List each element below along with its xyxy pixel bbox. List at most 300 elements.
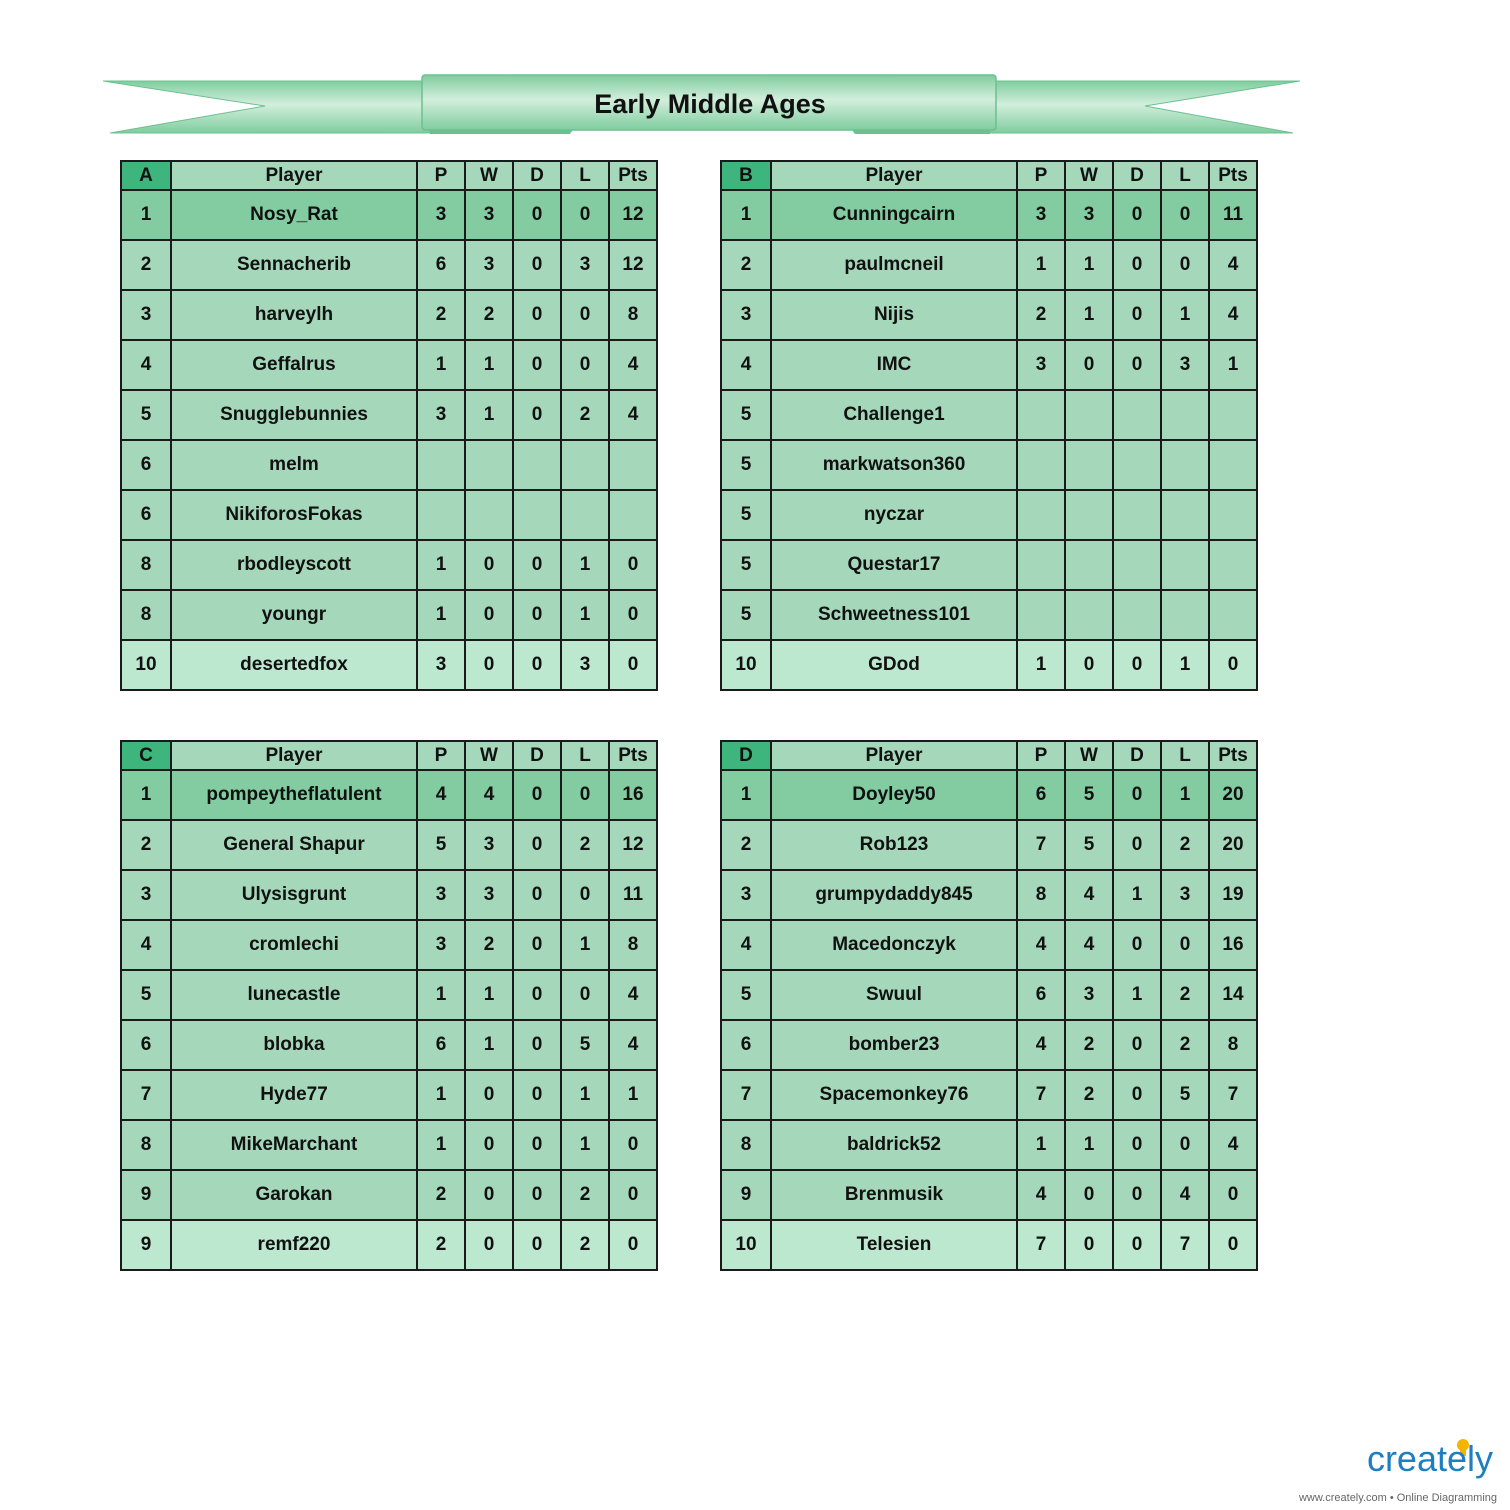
rank-cell: 5 bbox=[121, 390, 171, 440]
column-header-p: P bbox=[417, 161, 465, 190]
stat-cell-d bbox=[1113, 440, 1161, 490]
column-header-d: D bbox=[513, 741, 561, 770]
stat-cell-l bbox=[561, 490, 609, 540]
group-c-table bbox=[120, 740, 658, 1271]
stat-cell-l: 1 bbox=[1161, 770, 1209, 820]
stat-cell-pts: 4 bbox=[609, 390, 657, 440]
stat-cell-pts bbox=[1209, 490, 1257, 540]
table-row bbox=[721, 390, 1257, 440]
stat-cell-l: 0 bbox=[1161, 240, 1209, 290]
group-label: B bbox=[721, 161, 771, 190]
rank-cell: 9 bbox=[721, 1170, 771, 1220]
stat-cell-pts: 0 bbox=[1209, 1220, 1257, 1270]
stat-cell-pts: 12 bbox=[609, 240, 657, 290]
stat-cell-d: 0 bbox=[1113, 190, 1161, 240]
group-d-table bbox=[720, 740, 1258, 1271]
stat-cell-w bbox=[1065, 590, 1113, 640]
player-cell: remf220 bbox=[171, 1220, 417, 1270]
player-cell: Geffalrus bbox=[171, 340, 417, 390]
column-header-player: Player bbox=[171, 741, 417, 770]
stat-cell-d: 0 bbox=[1113, 290, 1161, 340]
stat-cell-w: 3 bbox=[465, 870, 513, 920]
stat-cell-d: 0 bbox=[1113, 1020, 1161, 1070]
player-cell: Macedonczyk bbox=[771, 920, 1017, 970]
player-cell: Challenge1 bbox=[771, 390, 1017, 440]
rank-cell: 6 bbox=[121, 1020, 171, 1070]
stat-cell-p: 2 bbox=[1017, 290, 1065, 340]
stat-cell-l: 2 bbox=[561, 390, 609, 440]
table-row bbox=[721, 820, 1257, 870]
stat-cell-pts: 8 bbox=[609, 290, 657, 340]
stat-cell-p: 1 bbox=[1017, 1120, 1065, 1170]
stat-cell-d: 0 bbox=[513, 290, 561, 340]
stat-cell-l: 1 bbox=[561, 590, 609, 640]
player-cell: Hyde77 bbox=[171, 1070, 417, 1120]
rank-cell: 1 bbox=[721, 190, 771, 240]
stat-cell-pts bbox=[1209, 390, 1257, 440]
player-cell: Sennacherib bbox=[171, 240, 417, 290]
stat-cell-l: 1 bbox=[1161, 640, 1209, 690]
header-row bbox=[121, 161, 657, 190]
stat-cell-p: 2 bbox=[417, 1170, 465, 1220]
column-header-w: W bbox=[1065, 741, 1113, 770]
stat-cell-d: 0 bbox=[513, 1020, 561, 1070]
stat-cell-d: 0 bbox=[1113, 640, 1161, 690]
table-row bbox=[721, 590, 1257, 640]
stat-cell-d: 0 bbox=[1113, 1220, 1161, 1270]
stat-cell-w: 3 bbox=[1065, 970, 1113, 1020]
header-row bbox=[721, 161, 1257, 190]
title-banner bbox=[0, 0, 1510, 160]
player-cell: Snugglebunnies bbox=[171, 390, 417, 440]
stat-cell-l: 2 bbox=[561, 820, 609, 870]
stat-cell-pts: 0 bbox=[1209, 640, 1257, 690]
table-row bbox=[121, 1220, 657, 1270]
stat-cell-d: 0 bbox=[513, 340, 561, 390]
column-header-p: P bbox=[1017, 161, 1065, 190]
stat-cell-p bbox=[1017, 440, 1065, 490]
stat-cell-d: 0 bbox=[1113, 770, 1161, 820]
stat-cell-p bbox=[417, 490, 465, 540]
column-header-l: L bbox=[561, 161, 609, 190]
rank-cell: 10 bbox=[721, 640, 771, 690]
stat-cell-p: 6 bbox=[417, 1020, 465, 1070]
group-label: D bbox=[721, 741, 771, 770]
player-cell: melm bbox=[171, 440, 417, 490]
table-row bbox=[721, 1220, 1257, 1270]
stat-cell-d: 0 bbox=[1113, 820, 1161, 870]
stat-cell-l bbox=[1161, 440, 1209, 490]
stat-cell-w: 0 bbox=[465, 590, 513, 640]
player-cell: Schweetness101 bbox=[771, 590, 1017, 640]
stat-cell-p: 3 bbox=[417, 870, 465, 920]
stat-cell-l: 0 bbox=[1161, 190, 1209, 240]
stat-cell-d bbox=[1113, 490, 1161, 540]
player-cell: bomber23 bbox=[771, 1020, 1017, 1070]
stat-cell-p bbox=[417, 440, 465, 490]
player-cell: MikeMarchant bbox=[171, 1120, 417, 1170]
stat-cell-pts: 16 bbox=[1209, 920, 1257, 970]
stat-cell-w: 2 bbox=[465, 290, 513, 340]
table-row bbox=[121, 390, 657, 440]
table-row bbox=[721, 970, 1257, 1020]
stat-cell-p: 1 bbox=[1017, 240, 1065, 290]
column-header-pts: Pts bbox=[609, 161, 657, 190]
player-cell: grumpydaddy845 bbox=[771, 870, 1017, 920]
stat-cell-p: 1 bbox=[417, 970, 465, 1020]
stat-cell-p: 7 bbox=[1017, 1070, 1065, 1120]
stat-cell-d: 0 bbox=[513, 540, 561, 590]
column-header-l: L bbox=[1161, 161, 1209, 190]
stat-cell-p: 3 bbox=[417, 390, 465, 440]
player-cell: Doyley50 bbox=[771, 770, 1017, 820]
rank-cell: 8 bbox=[121, 590, 171, 640]
stat-cell-p bbox=[1017, 590, 1065, 640]
player-cell: Telesien bbox=[771, 1220, 1017, 1270]
rank-cell: 2 bbox=[121, 820, 171, 870]
stat-cell-pts: 1 bbox=[609, 1070, 657, 1120]
player-cell: Garokan bbox=[171, 1170, 417, 1220]
stat-cell-w: 3 bbox=[465, 240, 513, 290]
stat-cell-w: 0 bbox=[465, 1070, 513, 1120]
player-cell: Nijis bbox=[771, 290, 1017, 340]
stat-cell-d: 0 bbox=[513, 1120, 561, 1170]
player-cell: rbodleyscott bbox=[171, 540, 417, 590]
table-row bbox=[121, 770, 657, 820]
logo-tagline: www.creately.com • Online Diagramming bbox=[1298, 1492, 1497, 1504]
rank-cell: 8 bbox=[721, 1120, 771, 1170]
stat-cell-l: 7 bbox=[1161, 1220, 1209, 1270]
table-row bbox=[721, 1120, 1257, 1170]
player-cell: lunecastle bbox=[171, 970, 417, 1020]
rank-cell: 7 bbox=[121, 1070, 171, 1120]
rank-cell: 2 bbox=[721, 820, 771, 870]
stat-cell-w: 0 bbox=[1065, 1170, 1113, 1220]
stat-cell-l: 2 bbox=[1161, 970, 1209, 1020]
stat-cell-d: 0 bbox=[513, 920, 561, 970]
group-label: C bbox=[121, 741, 171, 770]
stat-cell-d: 0 bbox=[513, 1220, 561, 1270]
column-header-w: W bbox=[465, 741, 513, 770]
stat-cell-w: 4 bbox=[465, 770, 513, 820]
stat-cell-l: 0 bbox=[561, 190, 609, 240]
player-cell: Questar17 bbox=[771, 540, 1017, 590]
stat-cell-l: 3 bbox=[1161, 340, 1209, 390]
stat-cell-p: 3 bbox=[1017, 190, 1065, 240]
stat-cell-l: 2 bbox=[1161, 820, 1209, 870]
rank-cell: 9 bbox=[121, 1220, 171, 1270]
rank-cell: 5 bbox=[721, 390, 771, 440]
stat-cell-pts: 0 bbox=[1209, 1170, 1257, 1220]
rank-cell: 5 bbox=[721, 590, 771, 640]
column-header-p: P bbox=[417, 741, 465, 770]
stat-cell-l: 5 bbox=[561, 1020, 609, 1070]
rank-cell: 3 bbox=[721, 870, 771, 920]
stat-cell-pts: 0 bbox=[609, 1220, 657, 1270]
stat-cell-w: 0 bbox=[465, 1220, 513, 1270]
stat-cell-pts: 8 bbox=[609, 920, 657, 970]
player-cell: NikiforosFokas bbox=[171, 490, 417, 540]
player-cell: youngr bbox=[171, 590, 417, 640]
stat-cell-d: 0 bbox=[1113, 1120, 1161, 1170]
header-row bbox=[121, 741, 657, 770]
table-row bbox=[721, 1070, 1257, 1120]
stat-cell-p: 7 bbox=[1017, 820, 1065, 870]
column-header-l: L bbox=[1161, 741, 1209, 770]
stat-cell-w: 0 bbox=[465, 1170, 513, 1220]
stat-cell-p: 6 bbox=[1017, 970, 1065, 1020]
player-cell: Spacemonkey76 bbox=[771, 1070, 1017, 1120]
stat-cell-pts bbox=[1209, 540, 1257, 590]
table-row bbox=[121, 820, 657, 870]
table-row bbox=[121, 1070, 657, 1120]
stat-cell-l: 0 bbox=[561, 340, 609, 390]
table-row bbox=[721, 870, 1257, 920]
stat-cell-pts: 4 bbox=[609, 1020, 657, 1070]
stat-cell-p: 8 bbox=[1017, 870, 1065, 920]
stat-cell-pts: 1 bbox=[1209, 340, 1257, 390]
player-cell: General Shapur bbox=[171, 820, 417, 870]
rank-cell: 6 bbox=[721, 1020, 771, 1070]
stat-cell-d: 1 bbox=[1113, 970, 1161, 1020]
rank-cell: 5 bbox=[721, 540, 771, 590]
page-title: Early Middle Ages bbox=[594, 88, 826, 119]
player-cell: Brenmusik bbox=[771, 1170, 1017, 1220]
stat-cell-d: 0 bbox=[513, 190, 561, 240]
stat-cell-p: 6 bbox=[417, 240, 465, 290]
rank-cell: 1 bbox=[121, 770, 171, 820]
group-label: A bbox=[121, 161, 171, 190]
stat-cell-l bbox=[561, 440, 609, 490]
stat-cell-p: 1 bbox=[417, 1070, 465, 1120]
stat-cell-pts: 20 bbox=[1209, 820, 1257, 870]
stat-cell-w: 3 bbox=[465, 190, 513, 240]
group-a-table bbox=[120, 160, 658, 691]
table-row bbox=[121, 190, 657, 240]
stat-cell-d: 0 bbox=[513, 1170, 561, 1220]
stat-cell-pts: 7 bbox=[1209, 1070, 1257, 1120]
player-cell: nyczar bbox=[771, 490, 1017, 540]
player-cell: harveylh bbox=[171, 290, 417, 340]
header-row bbox=[721, 741, 1257, 770]
stat-cell-d: 0 bbox=[513, 240, 561, 290]
stat-cell-p: 3 bbox=[417, 640, 465, 690]
stat-cell-l bbox=[1161, 490, 1209, 540]
stat-cell-pts: 0 bbox=[609, 1170, 657, 1220]
player-cell: Cunningcairn bbox=[771, 190, 1017, 240]
rank-cell: 3 bbox=[121, 870, 171, 920]
stat-cell-l: 0 bbox=[561, 870, 609, 920]
stat-cell-l: 1 bbox=[561, 920, 609, 970]
stat-cell-p: 1 bbox=[1017, 640, 1065, 690]
player-cell: paulmcneil bbox=[771, 240, 1017, 290]
stat-cell-pts: 0 bbox=[609, 640, 657, 690]
table-row bbox=[121, 970, 657, 1020]
stat-cell-w bbox=[465, 440, 513, 490]
column-header-player: Player bbox=[771, 741, 1017, 770]
stat-cell-d bbox=[513, 440, 561, 490]
stat-cell-d: 0 bbox=[1113, 1070, 1161, 1120]
player-cell: desertedfox bbox=[171, 640, 417, 690]
player-cell: Ulysisgrunt bbox=[171, 870, 417, 920]
table-row bbox=[721, 190, 1257, 240]
stat-cell-pts: 12 bbox=[609, 190, 657, 240]
stat-cell-d bbox=[1113, 590, 1161, 640]
player-cell: IMC bbox=[771, 340, 1017, 390]
stat-cell-l bbox=[1161, 590, 1209, 640]
stat-cell-l: 0 bbox=[1161, 1120, 1209, 1170]
player-cell: pompeytheflatulent bbox=[171, 770, 417, 820]
stat-cell-l bbox=[1161, 390, 1209, 440]
stat-cell-pts: 11 bbox=[609, 870, 657, 920]
stat-cell-w bbox=[1065, 390, 1113, 440]
stat-cell-w: 1 bbox=[465, 390, 513, 440]
player-cell: markwatson360 bbox=[771, 440, 1017, 490]
stat-cell-d: 0 bbox=[513, 820, 561, 870]
column-header-w: W bbox=[1065, 161, 1113, 190]
table-row bbox=[121, 640, 657, 690]
column-header-player: Player bbox=[171, 161, 417, 190]
player-cell: Swuul bbox=[771, 970, 1017, 1020]
stat-cell-l: 1 bbox=[1161, 290, 1209, 340]
stat-cell-p: 5 bbox=[417, 820, 465, 870]
stat-cell-w: 2 bbox=[465, 920, 513, 970]
stat-cell-w: 4 bbox=[1065, 920, 1113, 970]
stat-cell-pts: 0 bbox=[609, 590, 657, 640]
stat-cell-d bbox=[1113, 540, 1161, 590]
stat-cell-p: 1 bbox=[417, 1120, 465, 1170]
stat-cell-w: 1 bbox=[1065, 240, 1113, 290]
stat-cell-w: 1 bbox=[465, 340, 513, 390]
stat-cell-p: 4 bbox=[1017, 1020, 1065, 1070]
stat-cell-l: 0 bbox=[1161, 920, 1209, 970]
stat-cell-l: 2 bbox=[1161, 1020, 1209, 1070]
stat-cell-w: 0 bbox=[1065, 340, 1113, 390]
rank-cell: 5 bbox=[121, 970, 171, 1020]
stat-cell-d: 0 bbox=[513, 870, 561, 920]
table-row bbox=[721, 770, 1257, 820]
stat-cell-d: 1 bbox=[1113, 870, 1161, 920]
stat-cell-d: 0 bbox=[513, 770, 561, 820]
creately-logo bbox=[1280, 1438, 1505, 1504]
stat-cell-p: 4 bbox=[1017, 1170, 1065, 1220]
stat-cell-w: 5 bbox=[1065, 770, 1113, 820]
table-row bbox=[121, 540, 657, 590]
stat-cell-pts bbox=[609, 440, 657, 490]
rank-cell: 1 bbox=[121, 190, 171, 240]
stat-cell-w: 0 bbox=[465, 640, 513, 690]
stat-cell-d: 0 bbox=[1113, 240, 1161, 290]
player-cell: Nosy_Rat bbox=[171, 190, 417, 240]
stat-cell-w: 5 bbox=[1065, 820, 1113, 870]
stat-cell-p: 2 bbox=[417, 290, 465, 340]
player-cell: cromlechi bbox=[171, 920, 417, 970]
stat-cell-pts: 12 bbox=[609, 820, 657, 870]
rank-cell: 4 bbox=[721, 920, 771, 970]
stat-cell-pts: 4 bbox=[1209, 290, 1257, 340]
table-row bbox=[121, 1120, 657, 1170]
stat-cell-w: 0 bbox=[1065, 1220, 1113, 1270]
table-row bbox=[721, 340, 1257, 390]
rank-cell: 5 bbox=[721, 440, 771, 490]
stat-cell-pts: 11 bbox=[1209, 190, 1257, 240]
rank-cell: 3 bbox=[721, 290, 771, 340]
logo-wordmark: creately bbox=[1366, 1438, 1493, 1479]
rank-cell: 1 bbox=[721, 770, 771, 820]
table-row bbox=[121, 440, 657, 490]
stat-cell-l: 1 bbox=[561, 1070, 609, 1120]
stat-cell-p: 7 bbox=[1017, 1220, 1065, 1270]
table-row bbox=[721, 640, 1257, 690]
stat-cell-pts: 16 bbox=[609, 770, 657, 820]
table-row bbox=[121, 340, 657, 390]
rank-cell: 5 bbox=[721, 490, 771, 540]
stat-cell-w: 0 bbox=[465, 540, 513, 590]
stat-cell-p: 4 bbox=[417, 770, 465, 820]
table-row bbox=[121, 240, 657, 290]
stat-cell-p: 1 bbox=[417, 340, 465, 390]
stat-cell-p: 3 bbox=[417, 920, 465, 970]
stat-cell-w bbox=[1065, 440, 1113, 490]
table-row bbox=[721, 920, 1257, 970]
table-row bbox=[721, 490, 1257, 540]
stat-cell-pts bbox=[1209, 590, 1257, 640]
stat-cell-l: 5 bbox=[1161, 1070, 1209, 1120]
group-b-table bbox=[720, 160, 1258, 691]
table-row bbox=[121, 870, 657, 920]
stat-cell-pts: 14 bbox=[1209, 970, 1257, 1020]
player-cell: GDod bbox=[771, 640, 1017, 690]
table-row bbox=[721, 540, 1257, 590]
stat-cell-l: 0 bbox=[561, 970, 609, 1020]
stat-cell-d bbox=[1113, 390, 1161, 440]
rank-cell: 2 bbox=[721, 240, 771, 290]
stat-cell-w: 1 bbox=[465, 1020, 513, 1070]
stat-cell-pts bbox=[609, 490, 657, 540]
table-row bbox=[721, 290, 1257, 340]
table-row bbox=[721, 440, 1257, 490]
stat-cell-pts: 4 bbox=[1209, 240, 1257, 290]
stat-cell-l: 3 bbox=[561, 240, 609, 290]
column-header-l: L bbox=[561, 741, 609, 770]
column-header-pts: Pts bbox=[1209, 161, 1257, 190]
rank-cell: 6 bbox=[121, 490, 171, 540]
stat-cell-l: 0 bbox=[561, 770, 609, 820]
stat-cell-pts: 19 bbox=[1209, 870, 1257, 920]
table-row bbox=[121, 490, 657, 540]
column-header-w: W bbox=[465, 161, 513, 190]
table-row bbox=[121, 1020, 657, 1070]
stat-cell-p: 1 bbox=[417, 590, 465, 640]
rank-cell: 7 bbox=[721, 1070, 771, 1120]
stat-cell-pts: 4 bbox=[609, 970, 657, 1020]
rank-cell: 4 bbox=[721, 340, 771, 390]
column-header-d: D bbox=[1113, 161, 1161, 190]
player-cell: baldrick52 bbox=[771, 1120, 1017, 1170]
rank-cell: 4 bbox=[121, 340, 171, 390]
stat-cell-l: 2 bbox=[561, 1220, 609, 1270]
stat-cell-pts: 0 bbox=[609, 540, 657, 590]
stat-cell-d: 0 bbox=[513, 590, 561, 640]
stat-cell-d bbox=[513, 490, 561, 540]
stat-cell-pts: 4 bbox=[1209, 1120, 1257, 1170]
stat-cell-w: 1 bbox=[1065, 1120, 1113, 1170]
stat-cell-l bbox=[1161, 540, 1209, 590]
stat-cell-w: 1 bbox=[465, 970, 513, 1020]
stat-cell-d: 0 bbox=[513, 390, 561, 440]
stat-cell-w: 1 bbox=[1065, 290, 1113, 340]
stat-cell-d: 0 bbox=[1113, 920, 1161, 970]
